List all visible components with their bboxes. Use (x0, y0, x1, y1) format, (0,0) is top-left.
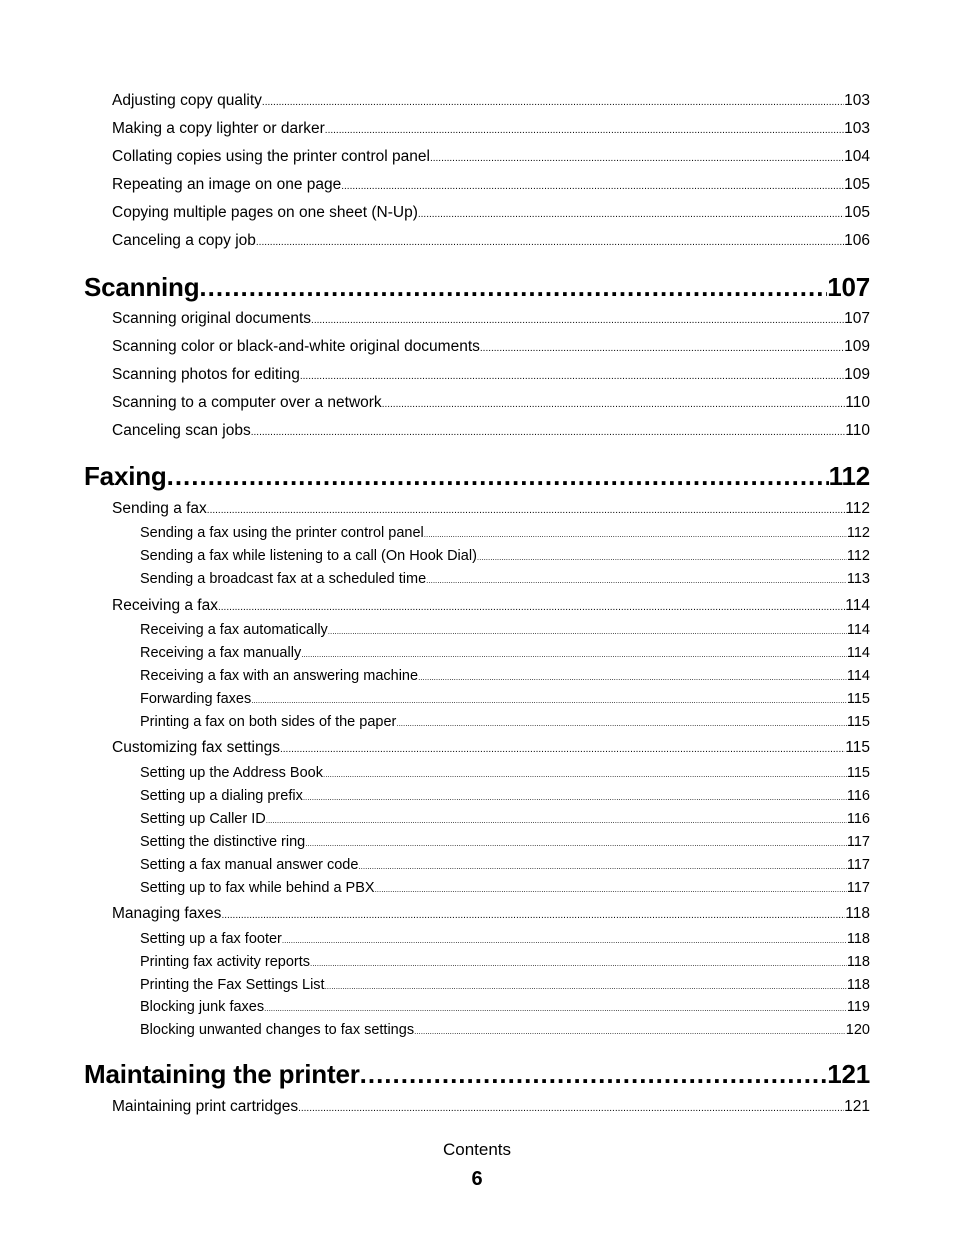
toc-entry-page-number: 116 (846, 788, 870, 804)
dot-leader (424, 523, 847, 543)
toc-entry-title: Forwarding faxes (140, 691, 252, 707)
dot-leader (298, 1096, 844, 1118)
toc-entry-title: Setting up Caller ID (140, 811, 266, 827)
toc-entry-page-number: 106 (844, 232, 870, 249)
toc-section-entry[interactable] (112, 1096, 870, 1118)
toc-section-entry[interactable] (112, 308, 870, 330)
toc-section-entry[interactable] (112, 202, 870, 224)
toc-entry-title: Customizing fax settings (112, 739, 280, 756)
dot-leader (251, 689, 847, 709)
toc-entry-title: Sending a fax (112, 500, 207, 517)
dot-leader (360, 1057, 828, 1091)
dot-leader (430, 146, 844, 168)
dot-leader (418, 666, 847, 686)
toc-entry-page-number: 105 (844, 204, 870, 221)
toc-entry-title: Printing a fax on both sides of the paper (140, 714, 397, 730)
toc-entry-page-number: 103 (844, 120, 870, 137)
dot-leader (382, 392, 846, 414)
toc-subsection-entry[interactable] (140, 952, 870, 972)
toc-subsection-entry[interactable] (140, 929, 870, 949)
toc-entry-title: Setting a fax manual answer code (140, 857, 359, 873)
toc-chapter-entry[interactable] (84, 459, 870, 493)
toc-entry-page-number: 115 (846, 714, 870, 730)
toc-subsection-entry[interactable] (140, 855, 870, 875)
toc-subsection-entry[interactable] (140, 712, 870, 732)
toc-section-entry[interactable] (112, 364, 870, 386)
toc-entry-page-number: 109 (844, 338, 870, 355)
toc-entry-page-number: 118 (846, 931, 870, 947)
toc-entry-page-number: 121 (827, 1059, 870, 1089)
toc-entry-title: Adjusting copy quality (112, 92, 262, 109)
toc-entry-title: Receiving a fax manually (140, 645, 302, 661)
toc-subsection-entry[interactable] (140, 997, 870, 1017)
toc-subsection-entry[interactable] (140, 786, 870, 806)
toc-entry-page-number: 114 (846, 645, 870, 661)
toc-entry-page-number: 115 (846, 691, 870, 707)
toc-section-entry[interactable] (112, 420, 870, 442)
toc-entry-page-number: 117 (846, 880, 870, 896)
toc-entry-title: Sending a fax while listening to a call (On Hook Dial) (140, 548, 477, 564)
toc-entry-title: Managing faxes (112, 905, 222, 922)
dot-leader (426, 569, 847, 589)
toc-chapter-entry[interactable] (84, 270, 870, 304)
toc-entry-page-number: 109 (844, 366, 870, 383)
toc-entry-title: Setting up the Address Book (140, 765, 323, 781)
dot-leader (221, 903, 845, 925)
toc-entry-page-number: 120 (845, 1022, 870, 1038)
toc-entry-page-number: 107 (827, 272, 870, 302)
toc-section-entry[interactable] (112, 174, 870, 196)
dot-leader (358, 855, 846, 875)
toc-subsection-entry[interactable] (140, 569, 870, 589)
dot-leader (305, 832, 847, 852)
toc-entry-title: Scanning original documents (112, 310, 312, 327)
toc-section-entry[interactable] (112, 336, 870, 358)
dot-leader (480, 336, 844, 358)
toc-section-entry[interactable] (112, 230, 870, 252)
toc-entry-page-number: 118 (846, 977, 870, 993)
toc-entry-page-number: 112 (846, 525, 870, 541)
toc-section-entry[interactable] (112, 392, 870, 414)
toc-entry-title: Scanning color or black-and-white original documents (112, 338, 480, 355)
dot-leader (311, 308, 844, 330)
toc-entry-title: Setting the distinctive ring (140, 834, 306, 850)
toc-entry-title: Setting up a fax footer (140, 931, 282, 947)
toc-subsection-entry[interactable] (140, 763, 870, 783)
toc-subsection-entry[interactable] (140, 666, 870, 686)
dot-leader (282, 929, 847, 949)
toc-entry-page-number: 110 (845, 422, 870, 439)
toc-section-entry[interactable] (112, 737, 870, 759)
dot-leader (325, 975, 847, 995)
dot-leader (303, 786, 847, 806)
toc-entry-page-number: 113 (846, 571, 870, 587)
toc-entry-title: Canceling a copy job (112, 232, 256, 249)
toc-subsection-entry[interactable] (140, 975, 870, 995)
dot-leader (167, 459, 829, 493)
toc-entry-page-number: 112 (828, 461, 870, 491)
toc-entry-title: Receiving a fax (112, 597, 218, 614)
toc-subsection-entry[interactable] (140, 809, 870, 829)
toc-entry-page-number: 118 (845, 905, 870, 922)
toc-entry-page-number: 107 (844, 310, 870, 327)
toc-entry-page-number: 115 (845, 739, 870, 756)
toc-subsection-entry[interactable] (140, 546, 870, 566)
dot-leader (477, 546, 847, 566)
toc-subsection-entry[interactable] (140, 1020, 870, 1040)
toc-entry-title: Sending a broadcast fax at a scheduled time (140, 571, 427, 587)
toc-subsection-entry[interactable] (140, 643, 870, 663)
toc-section-entry[interactable] (112, 903, 870, 925)
toc-entry-title: Copying multiple pages on one sheet (N-Up) (112, 204, 418, 221)
dot-leader (207, 498, 845, 520)
toc-entry-title: Sending a fax using the printer control panel (140, 525, 424, 541)
toc-entry-title: Scanning (84, 272, 200, 302)
toc-entry-title: Printing fax activity reports (140, 954, 311, 970)
toc-subsection-entry[interactable] (140, 832, 870, 852)
toc-entry-page-number: 117 (846, 857, 870, 873)
toc-section-entry[interactable] (112, 498, 870, 520)
toc-entry-page-number: 112 (846, 548, 870, 564)
dot-leader (323, 763, 847, 783)
toc-entry-title: Blocking junk faxes (140, 999, 265, 1015)
toc-entry-title: Maintaining the printer (84, 1059, 360, 1089)
toc-entry-page-number: 118 (846, 954, 870, 970)
toc-entry-title: Collating copies using the printer control panel (112, 148, 430, 165)
toc-entry-title: Scanning photos for editing (112, 366, 300, 383)
toc-entry-title: Printing the Fax Settings List (140, 977, 325, 993)
toc-entry-title: Receiving a fax with an answering machine (140, 668, 419, 684)
toc-entry-title: Canceling scan jobs (112, 422, 251, 439)
toc-entry-page-number: 121 (844, 1098, 870, 1115)
toc-entry-page-number: 117 (846, 834, 870, 850)
toc-entry-page-number: 116 (846, 811, 870, 827)
dot-leader (256, 230, 844, 252)
toc-entry-title: Repeating an image on one page (112, 176, 342, 193)
toc-entry-page-number: 112 (845, 500, 870, 517)
dot-leader (199, 270, 827, 304)
toc-subsection-entry[interactable] (140, 878, 870, 898)
toc-entry-page-number: 114 (845, 597, 870, 614)
toc-entry-title: Faxing (84, 461, 167, 491)
dot-leader (414, 1020, 846, 1040)
toc-section-entry[interactable] (112, 90, 870, 112)
toc-entry-title: Setting up to fax while behind a PBX (140, 880, 375, 896)
dot-leader (300, 364, 844, 386)
toc-entry-page-number: 110 (845, 394, 870, 411)
toc-entry-title: Making a copy lighter or darker (112, 120, 325, 137)
toc-entry-page-number: 115 (846, 765, 870, 781)
toc-entry-title: Maintaining print cartridges (112, 1098, 299, 1115)
toc-chapter-entry[interactable] (84, 1057, 870, 1091)
dot-leader (264, 997, 847, 1017)
footer-section-label: Contents (442, 1140, 512, 1159)
dot-leader (280, 737, 845, 759)
toc-subsection-entry[interactable] (140, 620, 870, 640)
dot-leader (328, 620, 847, 640)
dot-leader (251, 420, 846, 442)
dot-leader (325, 118, 844, 140)
toc-entry-title: Blocking unwanted changes to fax settings (140, 1022, 415, 1038)
toc-section-entry[interactable] (112, 146, 870, 168)
dot-leader (266, 809, 847, 829)
dot-leader (341, 174, 844, 196)
toc-entry-title: Receiving a fax automatically (140, 622, 328, 638)
dot-leader (375, 878, 847, 898)
toc-entry-page-number: 105 (844, 176, 870, 193)
toc-section-entry[interactable] (112, 595, 870, 617)
dot-leader (396, 712, 847, 732)
toc-entry-title: Scanning to a computer over a network (112, 394, 382, 411)
footer-page-number: 6 (471, 1168, 483, 1190)
dot-leader (310, 952, 847, 972)
toc-entry-page-number: 103 (844, 92, 870, 109)
toc-subsection-entry[interactable] (140, 523, 870, 543)
dot-leader (418, 202, 844, 224)
toc-entry-title: Setting up a dialing prefix (140, 788, 303, 804)
toc-entry-page-number: 104 (844, 148, 870, 165)
dot-leader (218, 595, 845, 617)
dot-leader (262, 90, 844, 112)
toc-entry-page-number: 119 (846, 999, 870, 1015)
dot-leader (301, 643, 847, 663)
toc-entry-page-number: 114 (846, 668, 870, 684)
toc-entry-page-number: 114 (846, 622, 870, 638)
toc-section-entry[interactable] (112, 118, 870, 140)
toc-subsection-entry[interactable] (140, 689, 870, 709)
